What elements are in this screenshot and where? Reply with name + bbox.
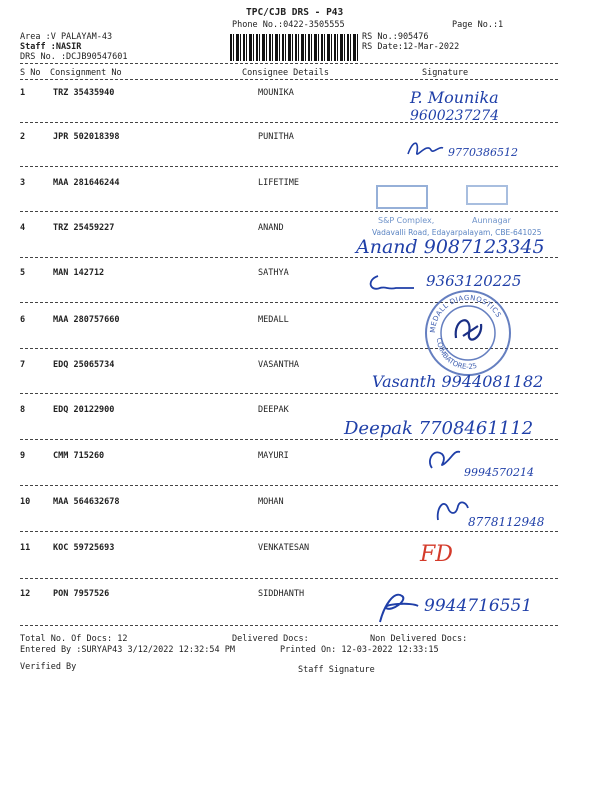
stamp-line2: Aunnagar — [472, 216, 511, 225]
seal-top-text: MEDALL DIAGNOSTICS — [428, 293, 503, 334]
row-consignee: DEEPAK — [258, 405, 289, 415]
row-sno: 5 — [20, 268, 26, 278]
row-divider — [20, 531, 558, 532]
svg-text:MEDALL DIAGNOSTICS — [429, 294, 503, 333]
handwritten-text: Deepak 7708461112 — [344, 418, 534, 439]
area-label: Area :V PALAYAM-43 — [20, 32, 113, 42]
row-sno: 1 — [20, 88, 26, 98]
row-consignee: MOHAN — [258, 497, 284, 507]
row-consignment: MAA 280757660 — [53, 315, 120, 325]
fd-mark: FD — [420, 542, 453, 567]
handwritten-name: P. Mounika — [410, 88, 499, 107]
row-consignee: VENKATESAN — [258, 543, 310, 553]
row-divider — [20, 393, 558, 394]
handwritten-phone: 9770386512 — [448, 146, 518, 159]
total-docs: Total No. Of Docs: 12 — [20, 634, 128, 644]
row-divider — [20, 166, 558, 167]
handwritten-text: Vasanth 9944081182 — [372, 372, 544, 391]
row-consignee: VASANTHA — [258, 360, 299, 370]
delivered-docs: Delivered Docs: — [232, 634, 309, 644]
drs-number: DRS No. :DCJB90547601 — [20, 52, 128, 62]
row-sno: 12 — [20, 589, 31, 599]
row-consignee: LIFETIME — [258, 178, 299, 188]
staff-label: Staff :NASIR — [20, 42, 82, 52]
row-consignment: CMM 715260 — [53, 451, 105, 461]
col-header-sno: S No — [20, 68, 41, 78]
col-header-signature: Signature — [422, 68, 469, 78]
row-consignment: PON 7957526 — [53, 589, 110, 599]
staff-signature-label: Staff Signature — [298, 665, 375, 675]
row-sno: 8 — [20, 405, 26, 415]
row-consignee: MOUNIKA — [258, 88, 294, 98]
handwritten-phone: 9363120225 — [426, 272, 522, 290]
stamp-line1: S&P Complex, — [378, 216, 435, 225]
stamp-line3: Vadavalli Road, Edayarpalayam, CBE-641025 — [372, 228, 542, 237]
rs-number: RS No.:905476 — [362, 32, 429, 42]
verified-by: Verified By — [20, 662, 77, 672]
row-sno: 6 — [20, 315, 26, 325]
barcode — [230, 34, 360, 61]
row-consignment: MAN 142712 — [53, 268, 105, 278]
row-sno: 9 — [20, 451, 26, 461]
handwritten-phone: 9994570214 — [464, 466, 534, 479]
row-consignment: MAA 564632678 — [53, 497, 120, 507]
row-consignment: MAA 281646244 — [53, 178, 120, 188]
handwritten-phone: 9600237274 — [410, 108, 500, 124]
signature-scribble — [368, 272, 416, 296]
handwritten-phone: 9944716551 — [424, 596, 533, 616]
row-sno: 3 — [20, 178, 26, 188]
row-consignment: TRZ 35435940 — [53, 88, 115, 98]
row-sno: 2 — [20, 132, 26, 142]
row-sno: 11 — [20, 543, 31, 553]
signature-scribble — [424, 444, 464, 474]
medall-seal — [423, 288, 513, 378]
printed-on: Printed On: 12-03-2022 12:33:15 — [280, 645, 439, 655]
handwritten-text: Anand 9087123345 — [356, 236, 545, 258]
col-header-consignee: Consignee Details — [242, 68, 329, 78]
rs-date: RS Date:12-Mar-2022 — [362, 42, 460, 52]
row-consignment: JPR 502018398 — [53, 132, 120, 142]
entered-by: Entered By :SURYAP43 3/12/2022 12:32:54 PM — [20, 645, 235, 655]
seal-bottom-text: COIMBATORE-25 — [434, 337, 478, 372]
page-number: Page No.:1 — [452, 20, 504, 30]
row-consignment: KOC 59725693 — [53, 543, 115, 553]
row-sno: 4 — [20, 223, 26, 233]
row-consignee: SATHYA — [258, 268, 289, 278]
row-consignee: ANAND — [258, 223, 284, 233]
row-sno: 10 — [20, 497, 31, 507]
row-divider — [20, 625, 558, 626]
row-divider — [20, 578, 558, 579]
handwritten-phone: 8778112948 — [468, 515, 545, 529]
row-divider — [20, 439, 558, 440]
row-consignment: TRZ 25459227 — [53, 223, 115, 233]
row-consignee: SIDDHANTH — [258, 589, 305, 599]
divider — [20, 79, 558, 80]
phone-number: Phone No.:0422-3505555 — [232, 20, 345, 30]
signature-scribble — [432, 494, 472, 524]
row-consignee: MAYURI — [258, 451, 289, 461]
row-consignee: MEDALL — [258, 315, 289, 325]
row-divider — [20, 485, 558, 486]
signature-scribble — [372, 586, 422, 626]
signature-scribble — [405, 136, 445, 162]
row-consignment: EDQ 25065734 — [53, 360, 115, 370]
col-header-consignment: Consignment No — [50, 68, 122, 78]
row-consignee: PUNITHA — [258, 132, 294, 142]
row-sno: 7 — [20, 360, 26, 370]
divider — [20, 63, 558, 64]
document-title: TPC/CJB DRS - P43 — [246, 7, 344, 18]
non-delivered-docs: Non Delivered Docs: — [370, 634, 468, 644]
row-consignment: EDQ 20122900 — [53, 405, 115, 415]
courier-stamp — [372, 182, 542, 242]
